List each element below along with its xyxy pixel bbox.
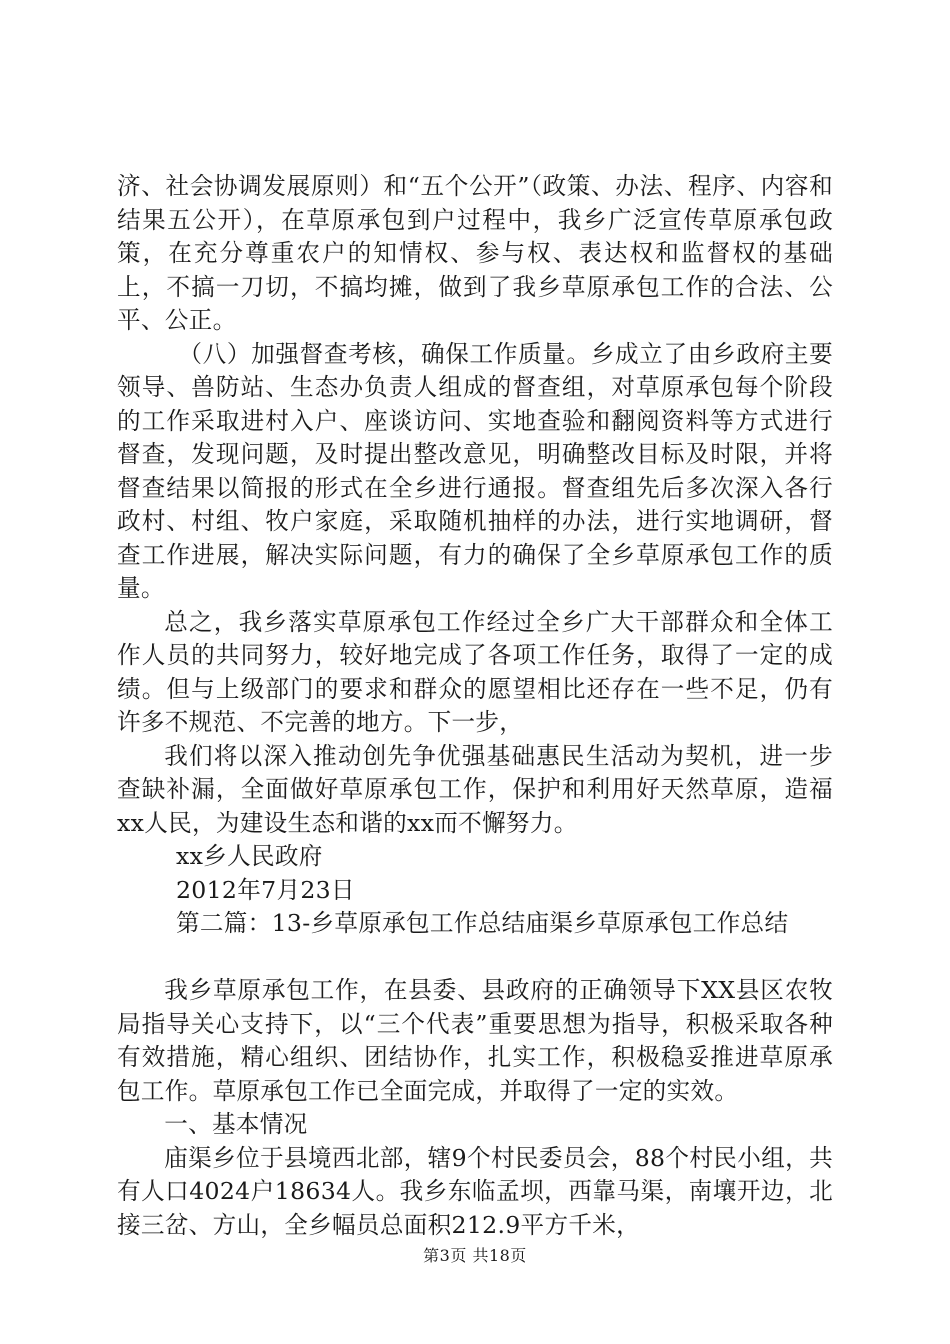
paragraph-next-step: 我们将以深入推动创先争优强基础惠民生活动为契机，进一步查缺补漏，全面做好草原承包工作，保护和利用好天然草原，造福xx人民，为建设生态和谐的xx而不懈努力。: [117, 741, 833, 837]
signature-date: 2012年7月23日: [176, 875, 355, 904]
signature-organization: xx乡人民政府: [176, 842, 323, 870]
page-footer: 第3页 共18页: [423, 1246, 527, 1265]
paragraph-section-eight: （八）加强督查考核，确保工作质量。乡成立了由乡政府主要领导、兽防站、生态办负责人组成的督查组，对草原承包每个阶段的工作采取进村入户、座谈访问、实地查验和翻阅资料等方式进行督查，发现问题，及时提出整改意见，明确整改目标及时限，并将督查结果以简报的形式在全乡进行通报。督查组先后多次深入各行政村、村组、牧户家庭，采取随机抽样的办法，进行实地调研，督查工作进展，解决实际问题，有力的确保了全乡草原承包工作的质量。: [117, 339, 833, 602]
section-heading-basic-situation: 一、基本情况: [164, 1110, 308, 1138]
paragraph-continuation: 济、社会协调发展原则）和“五个公开”（政策、办法、程序、内容和结果五公开），在草原承包到户过程中，我乡广泛宣传草原承包政策，在充分尊重农户的知情权、参与权、表达权和监督权的基础上，不搞一刀切，不搞均摊，做到了我乡草原承包工作的合法、公平、公正。: [117, 172, 833, 334]
paragraph-basic-situation: 庙渠乡位于县境西北部，辖9个村民委员会，88个村民小组，共有人口4024户18634人。我乡东临孟坝，西靠马渠，南壤开边，北接三岔、方山，全乡幅员总面积212.9平方千米，: [117, 1143, 833, 1239]
document-body: [117, 170, 833, 1242]
paragraph-summary: 总之，我乡落实草原承包工作经过全乡广大干部群众和全体工作人员的共同努力，较好地完成了各项工作任务，取得了一定的成绩。但与上级部门的要求和群众的愿望相比还存在一些不足，仍有许多不规范、不完善的地方。下一步，: [117, 607, 833, 736]
paragraph-intro: 我乡草原承包工作，在县委、县政府的正确领导下XX县区农牧局指导关心支持下，以“三个代表”重要思想为指导，积极采取各种有效措施，精心组织、团结协作，扎实工作，积极稳妥推进草原承包工作。草原承包工作已全面完成，并取得了一定的实效。: [117, 976, 833, 1105]
blank-line: [117, 941, 833, 975]
second-article-title: 第二篇：13-乡草原承包工作总结庙渠乡草原承包工作总结: [176, 909, 789, 937]
